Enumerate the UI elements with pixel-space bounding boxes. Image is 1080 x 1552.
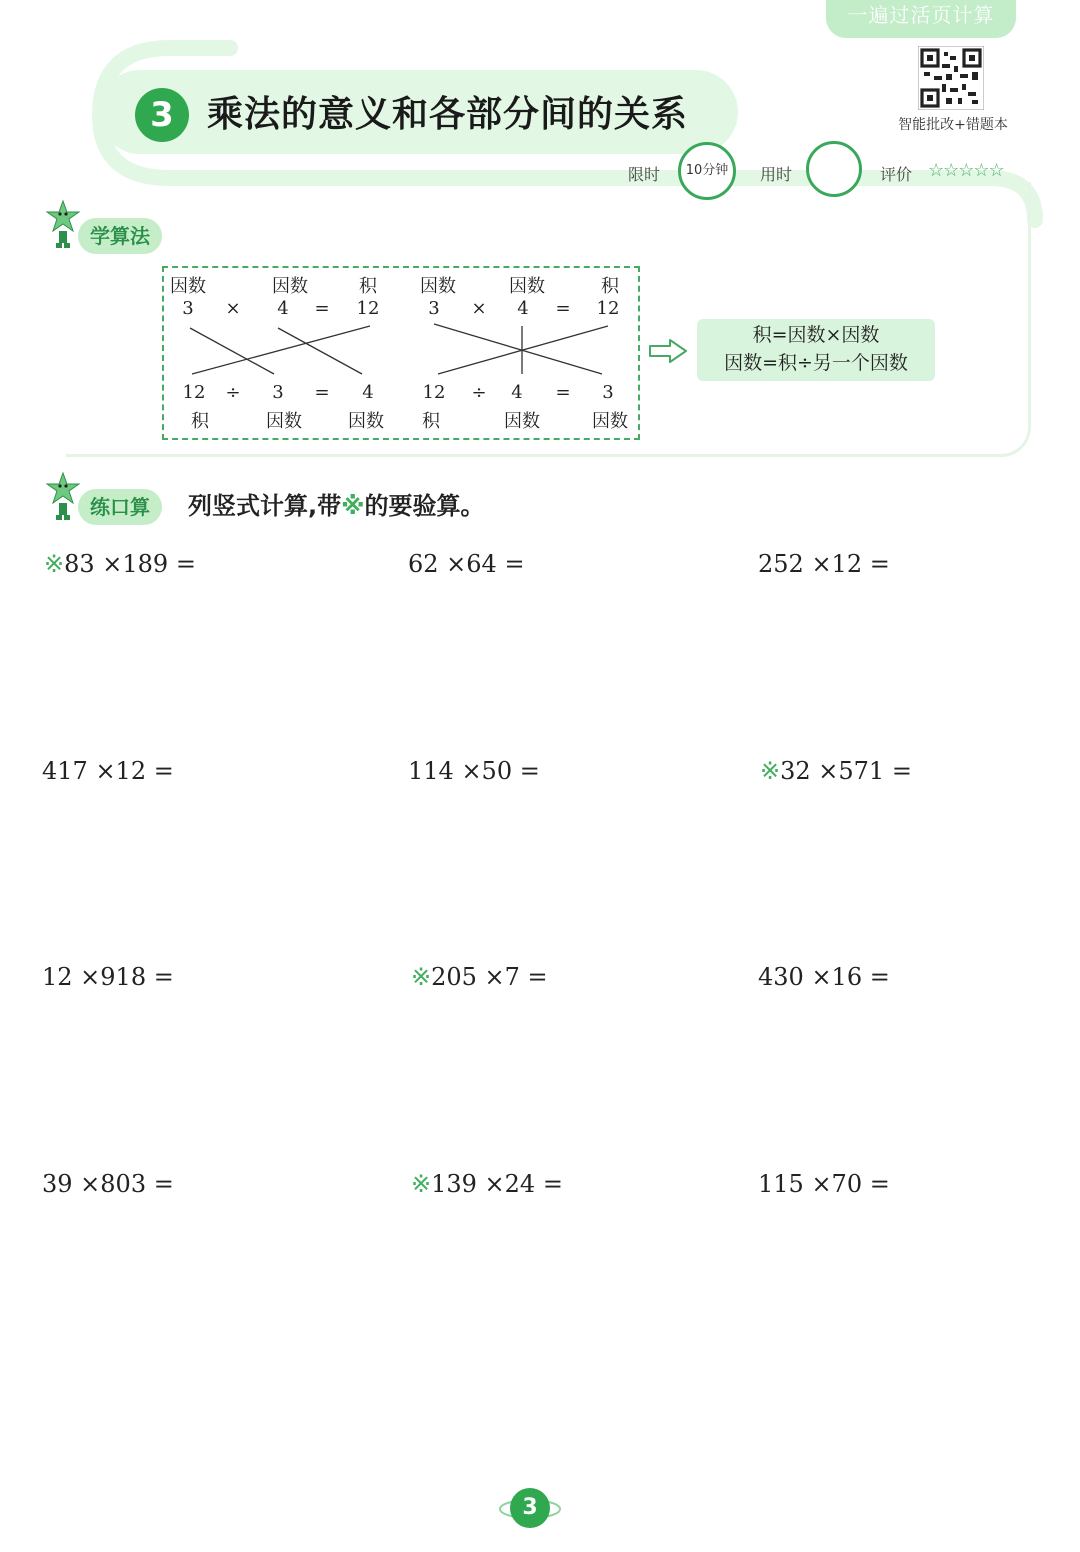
problem-text: 430 ×16 = — [758, 963, 890, 991]
diagram-number: 3 — [272, 382, 284, 403]
diagram-number: 12 — [182, 382, 206, 403]
diagram-label: 积 — [359, 276, 377, 297]
outline-arrow-right-icon — [648, 338, 688, 364]
learn-method-badge: 学算法 — [78, 218, 162, 254]
summary-line: 积=因数×因数 — [752, 324, 880, 346]
problem-text: 139 ×24 = — [431, 1170, 563, 1198]
qr-caption: 智能批改+错题本 — [898, 117, 1008, 133]
problem-text: 62 ×64 = — [408, 550, 525, 578]
diagram-label: 因数 — [592, 411, 628, 432]
problem-item[interactable] — [42, 757, 174, 785]
diagram-operator: ÷ — [471, 382, 487, 403]
problem-item[interactable] — [42, 963, 174, 991]
problem-text: 83 ×189 = — [64, 550, 196, 578]
diagram-number: 3 — [428, 298, 440, 319]
practice-badge: 练口算 — [78, 489, 162, 525]
diagram-operator: × — [225, 298, 241, 319]
diagram-label: 因数 — [170, 276, 206, 297]
diagram-number: 12 — [596, 298, 620, 319]
series-tab: 一遍过活页计算 — [826, 0, 1016, 38]
check-mark-symbol: ※ — [760, 757, 781, 785]
diagram-label: 因数 — [348, 411, 384, 432]
problem-text: 417 ×12 = — [42, 757, 174, 785]
diagram-number: 4 — [511, 382, 523, 403]
diagram-number: 4 — [362, 382, 374, 403]
star-mascot-icon — [46, 472, 80, 522]
time-limit-stopwatch: 10分钟 — [678, 142, 736, 200]
lesson-number: 3 — [135, 88, 189, 142]
diagram-label: 积 — [191, 411, 209, 432]
instruction-text: 的要验算。 — [364, 492, 485, 520]
star-mascot-icon — [46, 200, 80, 250]
problem-item[interactable] — [44, 550, 196, 578]
check-mark-symbol: ※ — [44, 550, 65, 578]
diagram-label: 因数 — [272, 276, 308, 297]
problem-text: 115 ×70 = — [758, 1170, 890, 1198]
problem-text: 252 ×12 = — [758, 550, 890, 578]
problem-text: 39 ×803 = — [42, 1170, 174, 1198]
problem-text: 205 ×7 = — [431, 963, 548, 991]
diagram-operator: × — [471, 298, 487, 319]
diagram-label: 积 — [422, 411, 440, 432]
diagram-label: 积 — [601, 276, 619, 297]
problem-item[interactable] — [408, 757, 540, 785]
page-title: 乘法的意义和各部分间的关系 — [207, 94, 689, 135]
problem-item[interactable] — [411, 1170, 563, 1198]
diagram-operator: = — [314, 382, 330, 403]
problem-item[interactable] — [408, 550, 525, 578]
summary-line: 因数=积÷另一个因数 — [724, 352, 908, 374]
diagram-number: 3 — [182, 298, 194, 319]
diagram-number: 12 — [356, 298, 380, 319]
diagram-operator: = — [314, 298, 330, 319]
problem-item[interactable] — [760, 757, 912, 785]
diagram-operator: ÷ — [225, 382, 241, 403]
problem-item[interactable] — [411, 963, 548, 991]
problem-item[interactable] — [758, 963, 890, 991]
summary-box — [697, 319, 935, 381]
diagram-number: 12 — [422, 382, 446, 403]
problem-text: 114 ×50 = — [408, 757, 540, 785]
problem-item[interactable] — [758, 550, 890, 578]
problem-text: 12 ×918 = — [42, 963, 174, 991]
rating-label: 评价 — [880, 165, 913, 184]
problem-text: 32 ×571 = — [780, 757, 912, 785]
time-limit-label: 限时 — [628, 165, 661, 184]
qr-code-icon[interactable] — [918, 46, 984, 110]
diagram-number: 4 — [517, 298, 529, 319]
problem-item[interactable] — [42, 1170, 174, 1198]
check-mark-symbol: ※ — [411, 1170, 432, 1198]
diagram-label: 因数 — [504, 411, 540, 432]
diagram-label: 因数 — [420, 276, 456, 297]
diagram-number: 4 — [277, 298, 289, 319]
check-mark-symbol: ※ — [341, 492, 365, 520]
diagram-label: 因数 — [266, 411, 302, 432]
time-used-label: 用时 — [760, 165, 793, 184]
rating-stars-icon[interactable]: ☆☆☆☆☆ — [928, 160, 1004, 181]
diagram-operator: = — [555, 382, 571, 403]
check-mark-symbol: ※ — [411, 963, 432, 991]
diagram-operator: = — [555, 298, 571, 319]
relation-lines — [162, 266, 640, 440]
diagram-label: 因数 — [509, 276, 545, 297]
page-number: 3 — [510, 1488, 550, 1528]
problem-item[interactable] — [758, 1170, 890, 1198]
diagram-number: 3 — [602, 382, 614, 403]
instruction — [188, 486, 484, 521]
instruction-text: 列竖式计算,带 — [188, 492, 342, 520]
